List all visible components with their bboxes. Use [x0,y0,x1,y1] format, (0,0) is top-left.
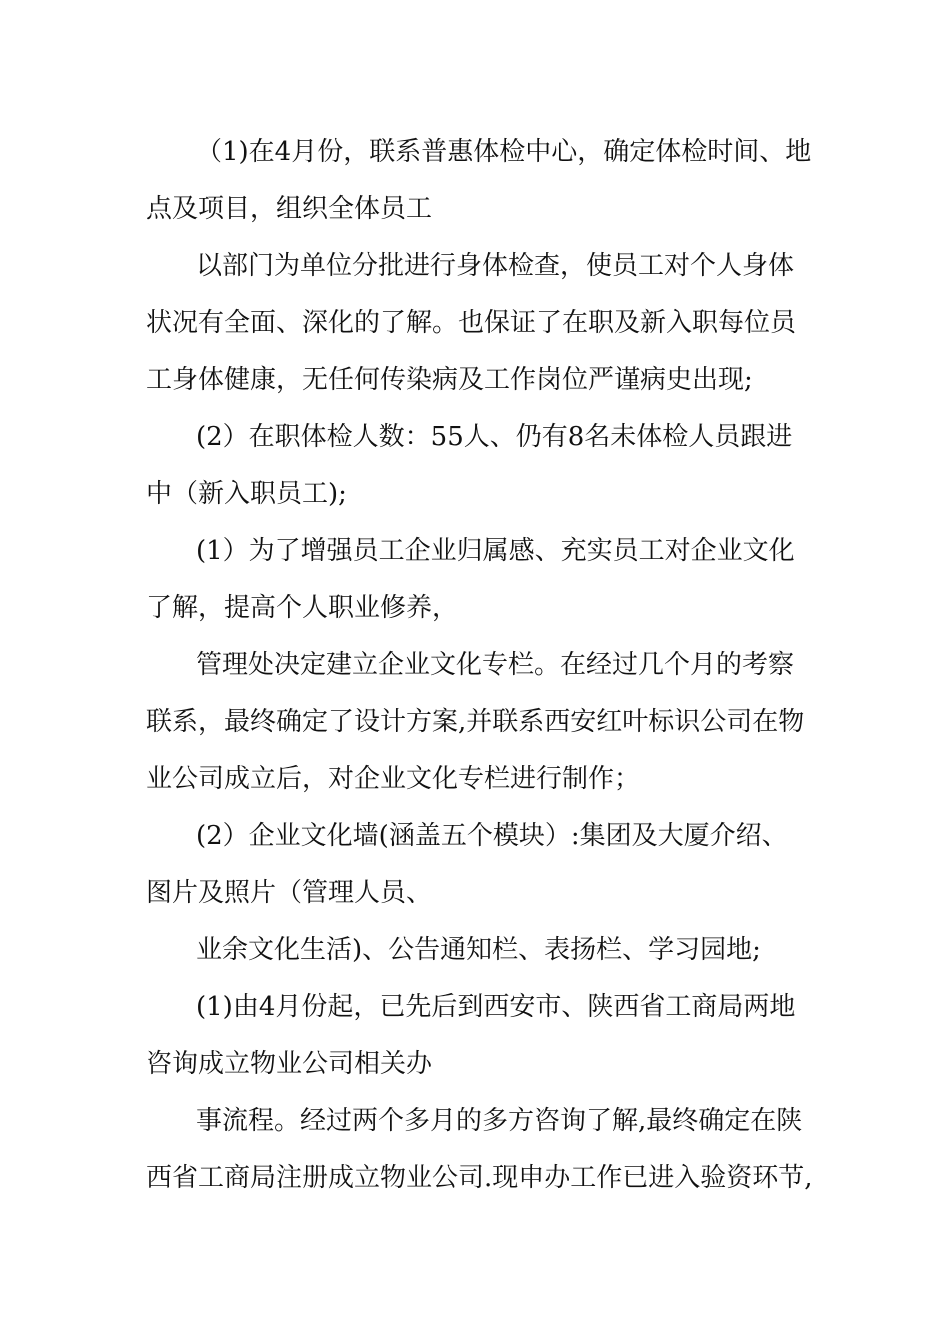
text-line-11: 联系，最终确定了设计方案,并联系西安红叶标识公司在物 [146,707,805,737]
text-line-15: 业余文化生活)、公告通知栏、表扬栏、学习园地; [196,935,761,965]
text-line-12: 业公司成立后，对企业文化专栏进行制作； [146,764,641,794]
text-line-14: 图片及照片（管理人员、 [146,878,433,908]
text-line-17: 咨询成立物业公司相关办 [146,1049,433,1079]
text-line-2: 点及项目，组织全体员工 [146,194,433,224]
text-line-9: 了解，提高个人职业修养， [146,593,459,623]
text-line-18: 事流程。经过两个多月的多方咨询了解,最终确定在陕 [196,1106,803,1136]
text-line-4: 状况有全面、深化的了解。也保证了在职及新入职每位员 [146,308,797,338]
text-line-10: 管理处决定建立企业文化专栏。在经过几个月的考察 [196,650,795,680]
text-line-3: 以部门为单位分批进行身体检查，使员工对个人身体 [196,251,795,281]
text-line-1: （1)在4月份，联系普惠体检中心，确定体检时间、地 [196,137,812,167]
text-line-13: (2）企业文化墙(涵盖五个模块）:集团及大厦介绍、 [196,821,788,851]
text-line-16: (1)由4月份起，已先后到西安市、陕西省工商局两地 [196,992,796,1022]
text-line-7: 中（新入职员工); [146,479,347,509]
text-line-19: 西省工商局注册成立物业公司.现申办工作已进入验资环节, [146,1163,813,1193]
text-line-5: 工身体健康，无任何传染病及工作岗位严谨病史出现; [146,365,753,395]
text-line-6: (2）在职体检人数：55人、仍有8名未体检人员跟进 [196,422,793,452]
text-line-8: (1）为了增强员工企业归属感、充实员工对企业文化 [196,536,795,566]
